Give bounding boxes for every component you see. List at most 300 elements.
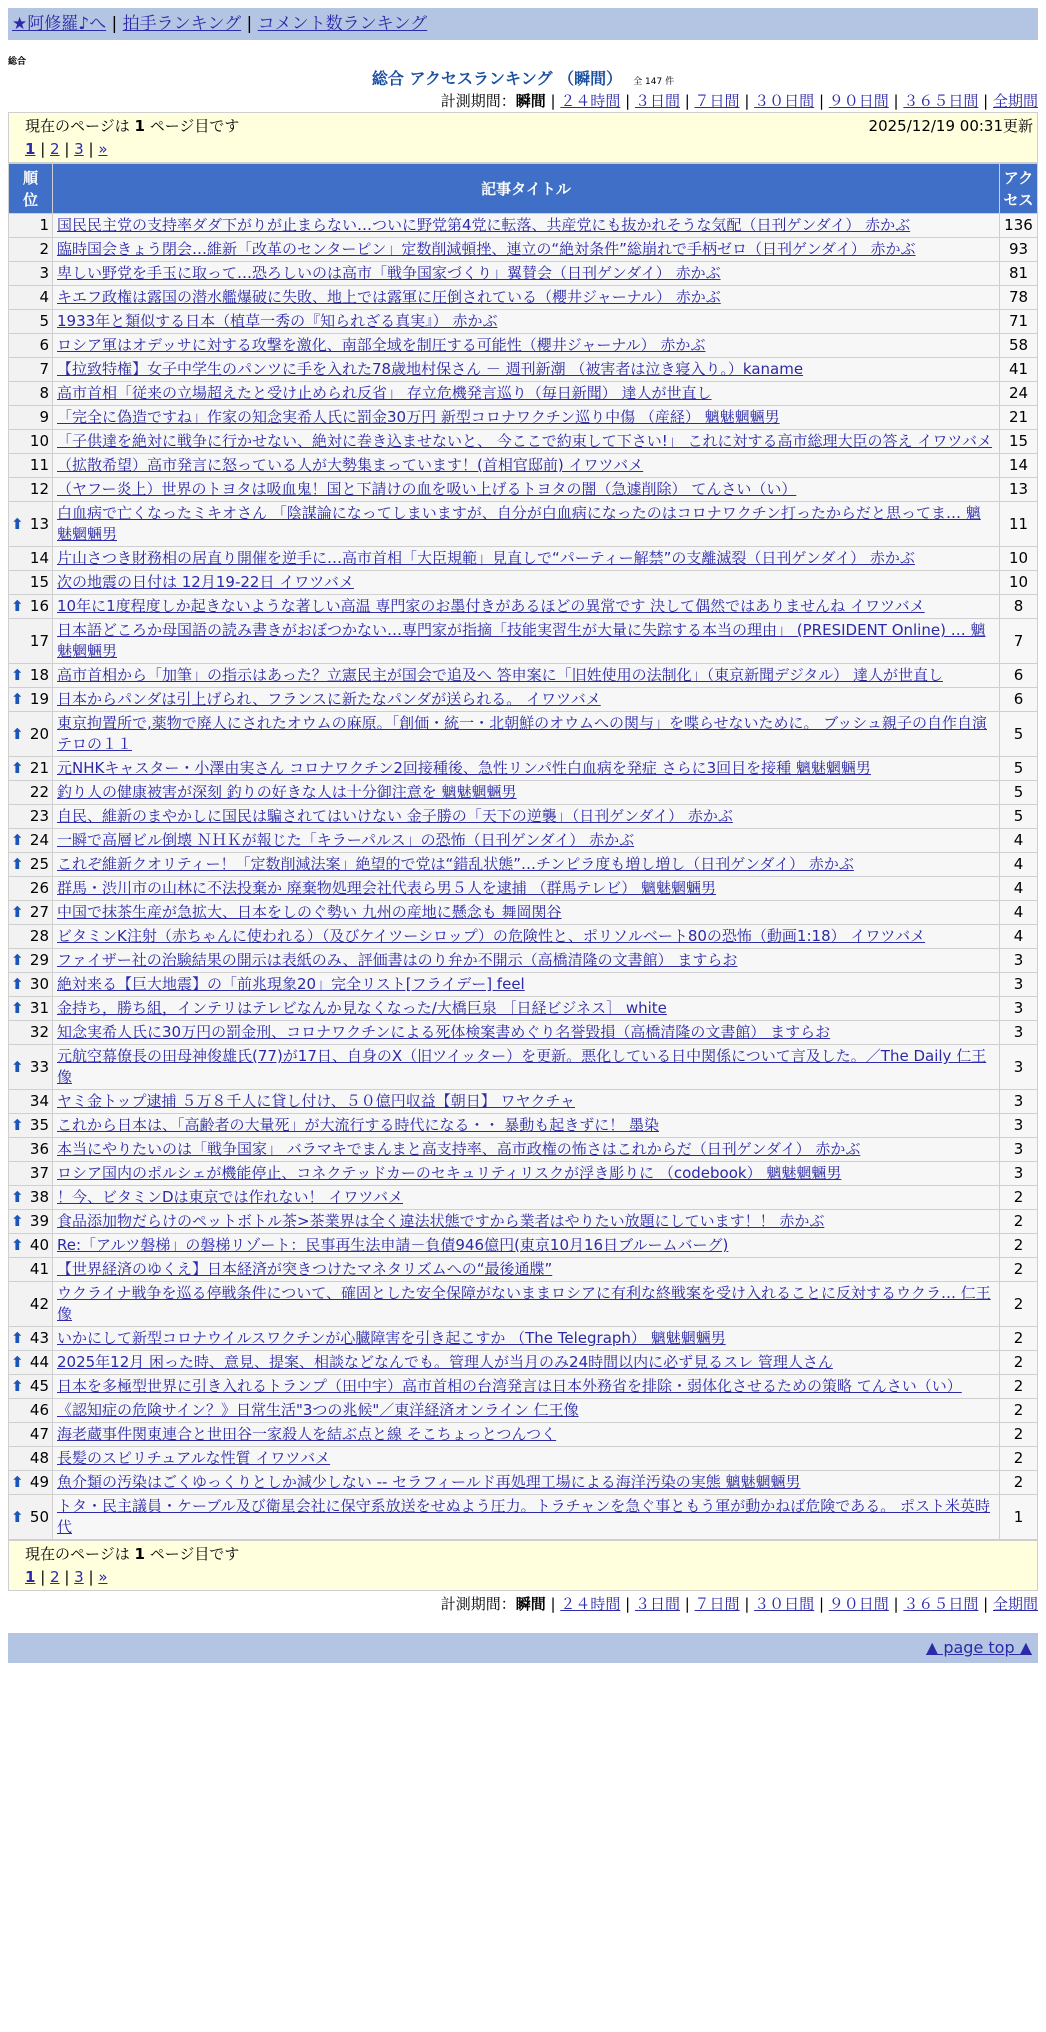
article-link[interactable]: 白血病で亡くなったミキオさん 「陰謀論になってしまいますが、自分が白血病になったのはコロナワクチン打ったからだと思ってま… 魑魅魍魎男 xyxy=(57,504,981,543)
rank-number: 44 xyxy=(29,1353,49,1371)
title-cell xyxy=(53,571,1000,595)
period-link[interactable]: ９０日間 xyxy=(828,92,889,110)
article-link[interactable]: ヤミ金トップ逮捕 ５万８千人に貸し付け、５０億円収益【朝日】 ワヤクチャ xyxy=(57,1092,576,1110)
up-arrow-icon: ⬆ xyxy=(11,1212,24,1230)
title-cell xyxy=(53,262,1000,286)
ranking-rows xyxy=(9,214,1038,1540)
period-link[interactable]: ２４時間 xyxy=(560,92,621,110)
article-link[interactable]: ロシア国内のポルシェが機能停止、コネクテッドカーのセキュリティリスクが浮き彫りに （codebook） 魑魅魍魎男 xyxy=(57,1164,842,1182)
nav-separator: | xyxy=(246,14,258,34)
article-link[interactable]: 【拉致特権】女子中学生のパンツに手を入れた78歳地村保さん － 週刊新潮 （被害者は泣き寝入り。）kaname xyxy=(57,360,804,378)
table-row xyxy=(9,901,1038,925)
rank-number: 8 xyxy=(39,384,49,402)
rank-cell xyxy=(9,334,53,358)
access-count: 2 xyxy=(1000,1210,1038,1234)
article-link[interactable]: 「子供達を絶対に戦争に行かせない、絶対に巻き込ませないと、 今ここで約束して下さい!」 これに対する高市総理大臣の答え イワツバメ xyxy=(57,432,993,450)
rank-cell xyxy=(9,262,53,286)
article-link[interactable]: 臨時国会きょう閉会…維新「改革のセンターピン」定数削減頓挫、連立の“絶対条件”総崩れで手柄ゼロ（日刊ゲンダイ） 赤かぶ xyxy=(57,240,916,258)
title-cell xyxy=(53,406,1000,430)
title-cell xyxy=(53,619,1000,664)
rank-cell xyxy=(9,1090,53,1114)
article-link[interactable]: 食品添加物だらけのペットボトル茶>茶業界は全く違法状態ですから業者はやりたい放題にしています！！ 赤かぶ xyxy=(57,1212,825,1230)
article-link[interactable]: これぞ維新クオリティー！「定数削減法案」絶望的で党は“錯乱状態”…チンピラ度も増し増し（日刊ゲンダイ） 赤かぶ xyxy=(57,855,854,873)
rank-number: 30 xyxy=(29,975,49,993)
article-link[interactable]: 一瞬で高層ビル倒壊 ＮＨＫが報じた「キラーパルス」の恐怖（日刊ゲンダイ） 赤かぶ xyxy=(57,831,635,849)
period-separator: | xyxy=(978,1595,993,1613)
title-cell xyxy=(53,358,1000,382)
pager xyxy=(8,112,1038,163)
rank-number: 36 xyxy=(29,1140,49,1158)
page-status xyxy=(25,114,239,138)
rank-number: 37 xyxy=(29,1164,49,1182)
page-footer xyxy=(8,1633,1038,1663)
table-row xyxy=(9,454,1038,478)
title-cell xyxy=(53,901,1000,925)
access-count: 4 xyxy=(1000,829,1038,853)
access-count: 3 xyxy=(1000,997,1038,1021)
table-row xyxy=(9,1234,1038,1258)
title-cell xyxy=(53,430,1000,454)
table-row xyxy=(9,997,1038,1021)
up-arrow-icon: ⬆ xyxy=(11,975,24,993)
rank-cell xyxy=(9,1234,53,1258)
access-count: 3 xyxy=(1000,973,1038,997)
table-row xyxy=(9,781,1038,805)
period-separator: | xyxy=(679,92,695,110)
access-count: 3 xyxy=(1000,949,1038,973)
rank-cell xyxy=(9,1351,53,1375)
rank-number: 7 xyxy=(39,360,49,378)
table-row xyxy=(9,571,1038,595)
title-cell xyxy=(53,1495,1000,1540)
page-link-current[interactable]: 1 xyxy=(25,1568,36,1586)
article-link[interactable]: 本当にやりたいのは「戦争国家」 バラマキでまんまと高支持率、高市政権の怖さはこれからだ（日刊ゲンダイ） 赤かぶ xyxy=(57,1140,861,1158)
up-arrow-icon: ⬆ xyxy=(11,514,24,533)
period-link[interactable]: ３６５日間 xyxy=(903,1595,979,1613)
up-arrow-icon: ⬆ xyxy=(11,1473,24,1491)
period-separator: | xyxy=(978,92,993,110)
access-count: 2 xyxy=(1000,1282,1038,1327)
article-link[interactable]: 長髪のスピリチュアルな性質 イワツバメ xyxy=(57,1449,331,1467)
table-row xyxy=(9,853,1038,877)
article-link[interactable]: （拡散希望）高市発言に怒っている人が大勢集まっています！(首相官邸前) イワツバメ xyxy=(57,456,644,474)
title-cell xyxy=(53,1210,1000,1234)
page-link-current[interactable]: 1 xyxy=(25,140,36,158)
article-link[interactable]: トタ・民主議員・ケーブル及び衛星会社に保守系放送をせぬよう圧力。トラチャンを急ぐ事ともう軍が動かねば危険である。 ポスト米英時代 xyxy=(57,1497,990,1536)
table-row xyxy=(9,406,1038,430)
table-row xyxy=(9,1138,1038,1162)
table-row xyxy=(9,502,1038,547)
article-link[interactable]: いかにして新型コロナウイルスワクチンが心臓障害を引き起こすか （The Telegraph） 魑魅魍魎男 xyxy=(57,1329,726,1347)
title-cell xyxy=(53,1447,1000,1471)
page-link[interactable]: 2 xyxy=(50,140,60,158)
title-cell xyxy=(53,595,1000,619)
table-row xyxy=(9,1045,1038,1090)
title-cell xyxy=(53,1114,1000,1138)
table-row xyxy=(9,1495,1038,1540)
article-link[interactable]: ロシア軍はオデッサに対する攻撃を激化、南部全域を制圧する可能性（櫻井ジャーナル） 赤かぶ xyxy=(57,336,706,354)
rank-cell xyxy=(9,571,53,595)
table-row xyxy=(9,1021,1038,1045)
title-cell xyxy=(53,1351,1000,1375)
ranking-table xyxy=(8,163,1038,1540)
rank-cell xyxy=(9,664,53,688)
period-separator: | xyxy=(620,1595,635,1613)
access-count: 3 xyxy=(1000,1138,1038,1162)
access-count: 2 xyxy=(1000,1327,1038,1351)
article-link[interactable]: （ヤフー炎上）世界のトヨタは吸血鬼！国と下請けの血を吸い上げるトヨタの闇（急遽削除） てんさい（い） xyxy=(57,480,797,498)
rank-cell xyxy=(9,1258,53,1282)
article-link[interactable]: 中国で抹茶生産が急拡大、日本をしのぐ勢い 九州の産地に懸念も 舞岡関谷 xyxy=(57,903,562,921)
period-link[interactable]: ９０日間 xyxy=(828,1595,889,1613)
period-current: 瞬間 xyxy=(515,92,546,110)
title-cell xyxy=(53,214,1000,238)
article-link[interactable]: 魚介類の汚染はごくゆっくりとしか減少しない -- セラフィールド再処理工場による海洋汚染の実態 魑魅魍魎男 xyxy=(57,1473,801,1491)
rank-cell xyxy=(9,1495,53,1540)
top-nav xyxy=(8,8,1038,40)
period-link[interactable]: ３０日間 xyxy=(754,1595,815,1613)
table-row xyxy=(9,547,1038,571)
rank-cell xyxy=(9,406,53,430)
title-cell xyxy=(53,286,1000,310)
period-link[interactable]: ７日間 xyxy=(694,1595,740,1613)
article-link[interactable]: 高市首相から「加筆」の指示はあった？立憲民主が国会で追及へ 答申案に「旧姓使用の法制化」（東京新聞デジタル） 達人が世直し xyxy=(57,666,943,684)
article-link[interactable]: 卑しい野党を手玉に取って…恐ろしいのは高市「戦争国家づくり」翼賛会（日刊ゲンダイ） 赤かぶ xyxy=(57,264,721,282)
access-count: 3 xyxy=(1000,1162,1038,1186)
title-cell xyxy=(53,478,1000,502)
title-cell xyxy=(53,949,1000,973)
period-link[interactable]: ３０日間 xyxy=(754,92,815,110)
title-cell xyxy=(53,781,1000,805)
access-count: 1 xyxy=(1000,1495,1038,1540)
period-link[interactable]: ７日間 xyxy=(694,92,740,110)
access-count: 10 xyxy=(1000,547,1038,571)
period-separator: | xyxy=(814,1595,829,1613)
total-count: 全 147 件 xyxy=(633,77,675,87)
access-count: 21 xyxy=(1000,406,1038,430)
page-link[interactable]: 3 xyxy=(74,1568,84,1586)
clap-ranking-link[interactable]: 拍手ランキング xyxy=(122,14,242,34)
title-cell xyxy=(53,382,1000,406)
title-cell xyxy=(53,664,1000,688)
article-link[interactable]: 日本語どころか母国語の読み書きがおぼつかない…専門家が指摘「技能実習生が大量に失踪する本当の理由」 (PRESIDENT Online) … 魑魅魍魎男 xyxy=(57,621,986,660)
comment-ranking-link[interactable]: コメント数ランキング xyxy=(257,14,428,34)
rank-number: 13 xyxy=(29,514,49,533)
rank-number: 15 xyxy=(29,573,49,591)
period-separator: | xyxy=(739,92,755,110)
access-count: 2 xyxy=(1000,1258,1038,1282)
rank-cell xyxy=(9,286,53,310)
page-top-link[interactable]: ▲ page top ▲ xyxy=(925,1638,1032,1657)
rank-cell xyxy=(9,688,53,712)
title-cell xyxy=(53,829,1000,853)
rank-number: 2 xyxy=(39,240,49,258)
access-count: 58 xyxy=(1000,334,1038,358)
page-link[interactable]: 2 xyxy=(50,1568,60,1586)
title-cell xyxy=(53,853,1000,877)
article-link[interactable]: 海老蔵事件関東連合と世田谷一家殺人を結ぶ点と線 そこちょっとつんつく xyxy=(57,1425,557,1443)
table-row xyxy=(9,1351,1038,1375)
page-separator: | xyxy=(83,1568,99,1586)
rank-number: 12 xyxy=(29,480,49,498)
rank-number: 43 xyxy=(29,1329,49,1347)
article-link[interactable]: ウクライナ戦争を巡る停戦条件について、確固とした安全保障がないままロシアに有利な終戦案を受け入れることに反対するウクラ… 仁王像 xyxy=(57,1284,991,1323)
rank-cell xyxy=(9,757,53,781)
page-status xyxy=(25,1542,239,1566)
rank-cell xyxy=(9,619,53,664)
rank-number: 14 xyxy=(29,549,49,567)
article-link[interactable]: 1933年と類似する日本（植草一秀の『知られざる真実』） 赤かぶ xyxy=(57,312,498,330)
rank-number: 18 xyxy=(29,666,49,684)
page-status-suffix: ページ目です xyxy=(149,117,240,135)
rank-number: 41 xyxy=(29,1260,49,1278)
table-row xyxy=(9,664,1038,688)
page-link[interactable]: » xyxy=(98,1568,108,1586)
title-cell xyxy=(53,1162,1000,1186)
page-status-number: 1 xyxy=(134,117,145,135)
page-separator: | xyxy=(59,140,75,158)
article-link[interactable]: 群馬・渋川市の山林に不法投棄か 廃棄物処理会社代表ら男５人を逮捕 （群馬テレビ） 魑魅魍魎男 xyxy=(57,879,717,897)
access-count: 5 xyxy=(1000,757,1038,781)
column-header-access: アクセス xyxy=(1000,164,1038,214)
access-count: 2 xyxy=(1000,1471,1038,1495)
article-link[interactable]: 「完全に偽造ですね」作家の知念実希人氏に罰金30万円 新型コロナワクチン巡り中傷 （産経） 魑魅魍魎男 xyxy=(57,408,780,426)
title-cell xyxy=(53,1021,1000,1045)
table-row xyxy=(9,1210,1038,1234)
rank-number: 31 xyxy=(29,999,49,1017)
page-link[interactable]: 3 xyxy=(74,140,84,158)
rank-number: 34 xyxy=(29,1092,49,1110)
page-status-prefix: 現在のページは xyxy=(25,1545,130,1563)
title-cell xyxy=(53,712,1000,757)
up-arrow-icon: ⬆ xyxy=(11,1353,24,1371)
table-row xyxy=(9,1258,1038,1282)
title-cell xyxy=(53,1327,1000,1351)
rank-cell xyxy=(9,997,53,1021)
title-cell xyxy=(53,757,1000,781)
period-separator: | xyxy=(739,1595,755,1613)
article-link[interactable]: ビタミンK注射（赤ちゃんに使われる）（及びケイツーシロップ）の危険性と、ポリソルベート80の恐怖（動画1:18） イワツバメ xyxy=(57,927,926,945)
article-link[interactable]: 元NHKキャスター・小澤由実さん コロナワクチン2回接種後、急性リンパ性白血病を発症 さらに3回目を接種 魑魅魍魎男 xyxy=(57,759,871,777)
rank-number: 33 xyxy=(29,1057,49,1076)
rank-cell xyxy=(9,502,53,547)
article-link[interactable]: 知念実希人氏に30万円の罰金刑、コロナワクチンによる死体検案書めぐり名誉毀損（高橋清隆の文書館） ますらお xyxy=(57,1023,831,1041)
access-count: 7 xyxy=(1000,619,1038,664)
home-link[interactable]: ★阿修羅♪へ xyxy=(12,14,107,34)
up-arrow-icon: ⬆ xyxy=(11,1329,24,1347)
article-link[interactable]: 元航空幕僚長の田母神俊雄氏(77)が17日、自身のX（旧ツイッター）を更新。悪化している日中関係について言及した。／The Daily 仁王像 xyxy=(57,1047,987,1086)
page-link[interactable]: » xyxy=(98,140,108,158)
access-count: 14 xyxy=(1000,454,1038,478)
up-arrow-icon: ⬆ xyxy=(11,597,24,615)
table-row xyxy=(9,358,1038,382)
category-label: 総合 xyxy=(8,57,27,67)
period-label: 計測期間： xyxy=(440,1595,516,1613)
access-count: 2 xyxy=(1000,1186,1038,1210)
rank-cell xyxy=(9,1282,53,1327)
table-row xyxy=(9,478,1038,502)
rank-cell xyxy=(9,1423,53,1447)
rank-number: 11 xyxy=(29,456,49,474)
period-selector xyxy=(8,90,1038,112)
page-separator: | xyxy=(35,1568,51,1586)
up-arrow-icon: ⬆ xyxy=(11,831,24,849)
rank-cell xyxy=(9,1327,53,1351)
article-link[interactable]: ！今、ビタミンDは東京では作れない！ イワツバメ xyxy=(57,1188,404,1206)
article-link[interactable]: 10年に1度程度しか起きないような著しい高温 専門家のお墨付きがあるほどの異常です 決して偶然ではありませんね イワツバメ xyxy=(57,597,925,615)
article-link[interactable]: ファイザー社の治験結果の開示は表紙のみ、評価書はのり弁か不開示（高橋清隆の文書館） ますらお xyxy=(57,951,738,969)
access-count: 2 xyxy=(1000,1399,1038,1423)
rank-cell xyxy=(9,1114,53,1138)
table-row xyxy=(9,688,1038,712)
table-row xyxy=(9,262,1038,286)
rank-cell xyxy=(9,595,53,619)
rank-cell xyxy=(9,1399,53,1423)
access-count: 4 xyxy=(1000,925,1038,949)
title-cell xyxy=(53,1090,1000,1114)
article-link[interactable]: これから日本は、「高齢者の大量死」が大流行する時代になる・・ 暴動も起きずに！ 墨染 xyxy=(57,1116,660,1134)
title-cell xyxy=(53,238,1000,262)
title-cell xyxy=(53,1423,1000,1447)
rank-cell xyxy=(9,310,53,334)
rank-cell xyxy=(9,358,53,382)
period-link[interactable]: ３日間 xyxy=(634,92,680,110)
table-row xyxy=(9,619,1038,664)
access-count: 6 xyxy=(1000,664,1038,688)
access-count: 4 xyxy=(1000,877,1038,901)
rank-cell xyxy=(9,973,53,997)
article-link[interactable]: 次の地震の日付は 12月19-22日 イワツバメ xyxy=(57,573,354,591)
table-row xyxy=(9,757,1038,781)
rank-number: 40 xyxy=(29,1236,49,1254)
table-row xyxy=(9,1282,1038,1327)
access-count: 6 xyxy=(1000,688,1038,712)
access-count: 8 xyxy=(1000,595,1038,619)
up-arrow-icon: ⬆ xyxy=(11,690,24,708)
period-separator: | xyxy=(814,92,829,110)
access-count: 5 xyxy=(1000,781,1038,805)
rank-number: 50 xyxy=(29,1507,49,1526)
article-link[interactable]: 自民、維新のまやかしに国民は騙されてはいけない 金子勝の「天下の逆襲」（日刊ゲンダイ） 赤かぶ xyxy=(57,807,733,825)
article-link[interactable]: 釣り人の健康被害が深刻 釣りの好きな人は十分御注意を 魑魅魍魎男 xyxy=(57,783,517,801)
rank-number: 19 xyxy=(29,690,49,708)
ranking-heading xyxy=(8,68,1038,90)
title-cell xyxy=(53,997,1000,1021)
article-link[interactable]: 東京拘置所で,薬物で廃人にされたオウムの麻原。「創価・統一・北朝鮮のオウムへの関与」を喋らせないために。 ブッシュ親子の自作自演テロの１１ xyxy=(57,714,987,753)
article-link[interactable]: 【世界経済のゆくえ】日本経済が突きつけたマネタリズムへの“最後通牒” xyxy=(57,1260,553,1278)
table-row xyxy=(9,1423,1038,1447)
rank-number: 29 xyxy=(29,951,49,969)
rank-number: 4 xyxy=(39,288,49,306)
access-count: 2 xyxy=(1000,1234,1038,1258)
column-header-rank: 順位 xyxy=(9,164,53,214)
rank-number: 35 xyxy=(29,1116,49,1134)
title-cell xyxy=(53,688,1000,712)
rank-number: 38 xyxy=(29,1188,49,1206)
rank-number: 10 xyxy=(29,432,49,450)
rank-number: 27 xyxy=(29,903,49,921)
page-status-prefix: 現在のページは xyxy=(25,117,130,135)
table-row xyxy=(9,805,1038,829)
rank-cell xyxy=(9,1471,53,1495)
article-link[interactable]: 金持ち，勝ち組，インテリはテレビなんか見なくなった/大橋巨泉 ［日経ビジネス］ white xyxy=(57,999,667,1017)
up-arrow-icon: ⬆ xyxy=(11,1377,24,1395)
up-arrow-icon: ⬆ xyxy=(11,903,24,921)
rank-cell xyxy=(9,1138,53,1162)
rank-number: 6 xyxy=(39,336,49,354)
page-title: 総合 アクセスランキング （瞬間） xyxy=(371,69,623,88)
rank-cell xyxy=(9,781,53,805)
article-link[interactable]: 日本からパンダは引上げられ、フランスに新たなパンダが送られる。 イワツバメ xyxy=(57,690,601,708)
period-link[interactable]: ３日間 xyxy=(634,1595,680,1613)
table-row xyxy=(9,595,1038,619)
period-link[interactable]: ２４時間 xyxy=(560,1595,621,1613)
table-row xyxy=(9,310,1038,334)
pager-status xyxy=(25,1542,1033,1566)
period-separator: | xyxy=(679,1595,695,1613)
period-current: 瞬間 xyxy=(515,1595,546,1613)
rank-cell xyxy=(9,901,53,925)
rank-number: 20 xyxy=(29,724,49,743)
page-links xyxy=(25,1566,1033,1588)
article-link[interactable]: 国民民主党の支持率ダダ下がりが止まらない…ついに野党第4党に転落、共産党にも抜かれそうな気配（日刊ゲンダイ） 赤かぶ xyxy=(57,216,911,234)
article-link[interactable]: 絶対来る【巨大地震】の「前兆現象20」完全リスト[フライデー] feel xyxy=(57,975,525,993)
table-row xyxy=(9,712,1038,757)
pager-status xyxy=(25,114,1033,138)
rank-cell xyxy=(9,547,53,571)
article-link[interactable]: 高市首相「従来の立場超えたと受け止められ反省」 存立危機発言巡り（毎日新聞） 達人が世直し xyxy=(57,384,712,402)
rank-number: 47 xyxy=(29,1425,49,1443)
up-arrow-icon: ⬆ xyxy=(11,855,24,873)
article-link[interactable]: 片山さつき財務相の居直り開催を逆手に…高市首相「大臣規範」見直しで“パーティー解禁”の支離滅裂（日刊ゲンダイ） 赤かぶ xyxy=(57,549,915,567)
title-cell xyxy=(53,1282,1000,1327)
article-link[interactable]: 日本を多極型世界に引き入れるトランプ（田中宇）高市首相の台湾発言は日本外務省を排除・弱体化させるための策略 てんさい（い） xyxy=(57,1377,962,1395)
up-arrow-icon: ⬆ xyxy=(11,1057,24,1076)
table-row xyxy=(9,238,1038,262)
rank-cell xyxy=(9,877,53,901)
article-link[interactable]: Re:「アルツ磐梯」の磐梯リゾート：民事再生法申請－負債946億円(東京10月16日ブルームバーグ) xyxy=(57,1236,729,1254)
access-count: 15 xyxy=(1000,430,1038,454)
rank-number: 17 xyxy=(29,631,49,650)
access-count: 136 xyxy=(1000,214,1038,238)
rank-number: 42 xyxy=(29,1294,49,1313)
title-cell xyxy=(53,1399,1000,1423)
rank-number: 26 xyxy=(29,879,49,897)
rank-number: 32 xyxy=(29,1023,49,1041)
period-link[interactable]: ３６５日間 xyxy=(903,92,979,110)
rank-cell xyxy=(9,430,53,454)
rank-cell xyxy=(9,1021,53,1045)
title-cell xyxy=(53,1375,1000,1399)
rank-cell xyxy=(9,805,53,829)
page-separator: | xyxy=(35,140,51,158)
table-row xyxy=(9,1162,1038,1186)
up-arrow-icon: ⬆ xyxy=(11,1188,24,1206)
article-link[interactable]: 《認知症の危険サイン？》日常生活"3つの兆候"／東洋経済オンライン 仁王像 xyxy=(57,1401,579,1419)
title-cell xyxy=(53,502,1000,547)
article-link[interactable]: 2025年12月 困った時、意見、提案、相談などなんでも。管理人が当月のみ24時間以内に必ず見るスレ 管理人さん xyxy=(57,1353,833,1371)
period-link[interactable]: 全期間 xyxy=(992,92,1038,110)
table-row xyxy=(9,1399,1038,1423)
table-row xyxy=(9,1375,1038,1399)
access-count: 4 xyxy=(1000,901,1038,925)
access-count: 3 xyxy=(1000,1021,1038,1045)
rank-cell xyxy=(9,949,53,973)
table-row xyxy=(9,829,1038,853)
article-link[interactable]: キエフ政権は露国の潜水艦爆破に失敗、地上では露軍に圧倒されている（櫻井ジャーナル） 赤かぶ xyxy=(57,288,721,306)
period-link[interactable]: 全期間 xyxy=(992,1595,1038,1613)
table-row xyxy=(9,334,1038,358)
